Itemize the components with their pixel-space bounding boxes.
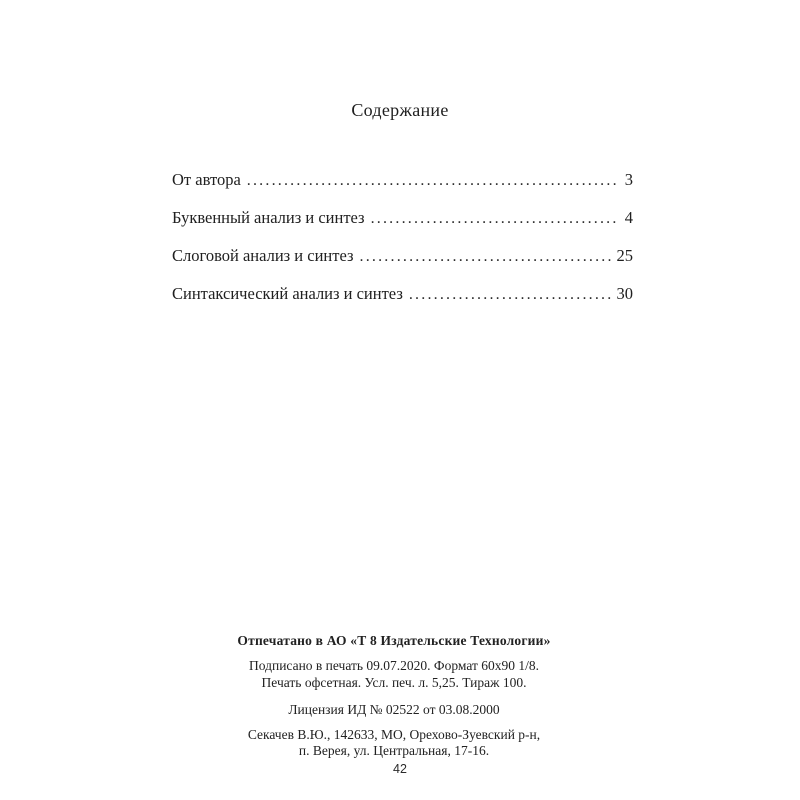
toc-entry-label: Слоговой анализ и синтез: [172, 246, 354, 265]
toc-entry: [172, 170, 633, 208]
colophon-address-line2: п. Верея, ул. Центральная, 17-16.: [298, 743, 490, 758]
leader-dots: [409, 284, 611, 304]
toc-entry-page-number: 3: [624, 170, 633, 189]
toc-entry: [172, 284, 633, 322]
colophon-print-info: [0, 658, 794, 691]
page-number: 42: [393, 762, 407, 776]
toc-entry-page-number: 25: [616, 246, 633, 265]
toc-list: [172, 170, 633, 322]
colophon-print-info-line2: Печать офсетная. Усл. печ. л. 5,25. Тираж 100.: [261, 674, 527, 690]
toc-entry: [172, 246, 633, 284]
toc-title: Содержание: [351, 100, 449, 120]
leader-dots: [247, 170, 619, 190]
toc-entry-page-number: 30: [616, 284, 633, 303]
leader-dots: [371, 208, 619, 228]
toc-entry-label: Синтаксический анализ и синтез: [172, 284, 403, 303]
toc-entry-page-number: 4: [624, 208, 633, 227]
colophon-print-info-line1: Подписано в печать 09.07.2020. Формат 60х90 1/8.: [249, 658, 539, 673]
colophon-address-line1: Секачев В.Ю., 142633, МО, Орехово-Зуевский р-н,: [247, 727, 541, 742]
toc-entry-label: Буквенный анализ и синтез: [172, 208, 365, 227]
colophon-address: [0, 727, 794, 759]
toc-entry-label: От автора: [172, 170, 241, 189]
colophon-printer-line: Отпечатано в АО «Т 8 Издательские Технологии»: [237, 633, 551, 648]
colophon-license-line: Лицензия ИД № 02522 от 03.08.2000: [288, 702, 500, 717]
toc-entry: [172, 208, 633, 246]
colophon: [0, 633, 794, 759]
leader-dots: [360, 246, 611, 266]
